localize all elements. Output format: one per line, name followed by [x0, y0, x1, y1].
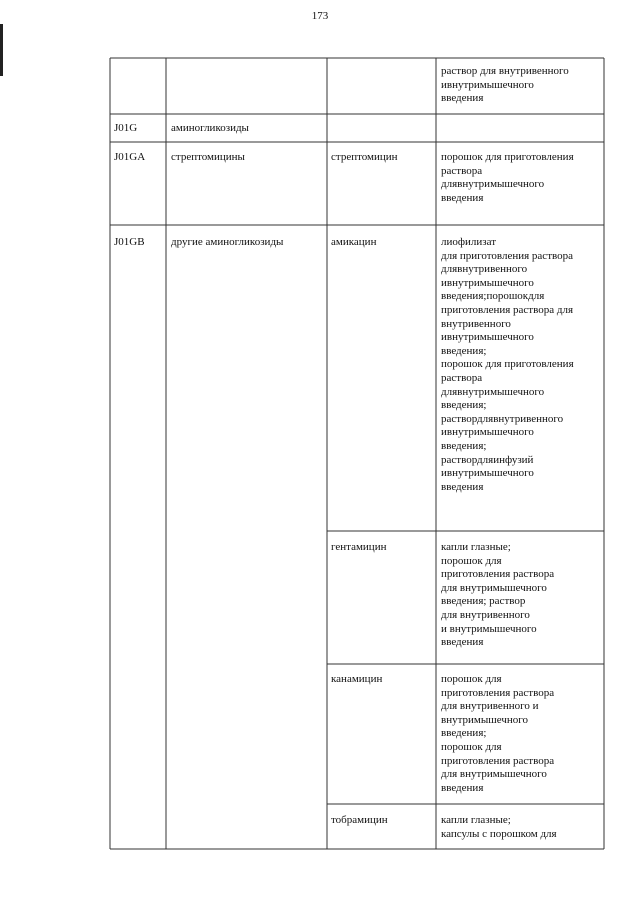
form-word: внутривенного [457, 263, 528, 276]
dosage-form-line: капли глазные; [441, 814, 511, 826]
dosage-form-line: порошок для [441, 740, 502, 753]
dosage-form-line: внутривенного [441, 317, 511, 330]
dosage-forms [441, 151, 599, 205]
dosage-form-line: для внутривенного и [441, 700, 539, 713]
dosage-form-line: приготовления раствора [441, 754, 555, 767]
dosage-form-line: лиофилизат [441, 236, 497, 248]
dosage-form-line: для внутримышечного [441, 768, 547, 781]
dosage-form-line: введения; [441, 344, 487, 357]
dosage-form-line: введения [441, 781, 484, 794]
dosage-forms [441, 541, 599, 650]
dosage-form-line: порошок для приготовления [441, 151, 574, 163]
dosage-form-line: введения; [441, 399, 487, 412]
form-word: инфузий [493, 453, 534, 466]
form-word: для [477, 453, 494, 466]
form-word: введения; [441, 290, 487, 303]
form-word: внутримышечного [446, 426, 534, 439]
form-word: внутримышечного [457, 178, 545, 191]
scan-edge-mark [0, 24, 3, 76]
dosage-form-line: приготовления раствора [441, 568, 555, 581]
dosage-form-line: порошок для [441, 673, 502, 685]
dosage-form-line [441, 454, 599, 468]
dosage-form-line: для внутримышечного [441, 581, 547, 594]
atc-code: J01GB [114, 236, 145, 248]
form-word: и [441, 467, 447, 480]
drug-name: канамицин [331, 673, 383, 685]
dosage-form-line: приготовления раствора [441, 686, 555, 699]
dosage-form-line [441, 426, 599, 440]
drug-name: амикацин [331, 236, 377, 248]
form-word: раствор [441, 412, 478, 425]
dosage-form-line: внутримышечного [441, 713, 528, 726]
form-word: внутримышечного [446, 331, 534, 344]
dosage-forms [441, 673, 599, 795]
dosage-form-line: введения; раствор [441, 595, 526, 608]
atc-group: другие аминогликозиды [171, 236, 284, 248]
atc-code: J01GA [114, 151, 146, 163]
atc-code: J01G [114, 122, 138, 134]
form-word: для [528, 290, 545, 303]
dosage-form-line: капли глазные; [441, 541, 511, 553]
dosage-form-line: введения [441, 191, 484, 204]
form-word: внутривенного [493, 412, 564, 425]
dosage-form-line: для приготовления раствора [441, 249, 573, 262]
drug-name: стрептомицин [331, 151, 398, 163]
dosage-form-line: приготовления раствора для [441, 303, 573, 316]
form-word: и [441, 276, 447, 289]
form-word: для [441, 263, 458, 276]
dosage-form-line [441, 277, 599, 291]
drug-name: тобрамицин [331, 814, 388, 826]
dosage-form-line: для внутривенного [441, 608, 530, 621]
dosage-form-line [441, 386, 599, 400]
form-word: для [441, 385, 458, 398]
dosage-form-line [441, 290, 599, 304]
drug-name: гентамицин [331, 541, 387, 553]
dosage-form-line: и внутримышечного [441, 622, 537, 635]
form-word: внутримышечного [446, 467, 534, 480]
dosage-form-line: раствор для внутривенного [441, 65, 569, 77]
form-word: внутримышечного [457, 385, 545, 398]
dosage-form-line: введения; [441, 727, 487, 740]
dosage-form-line: введения [441, 92, 484, 105]
dosage-form-line: введения [441, 636, 484, 649]
form-word: раствор [441, 453, 478, 466]
form-word: и [441, 426, 447, 439]
dosage-form-line [441, 263, 599, 277]
dosage-form-line: раствора [441, 371, 483, 384]
atc-group: стрептомицины [171, 151, 245, 163]
form-word: порошок [486, 290, 529, 303]
table-row [441, 65, 599, 106]
dosage-form-line [441, 331, 599, 345]
dosage-forms [441, 236, 599, 494]
form-word: и [441, 78, 447, 91]
dosage-form-line [441, 178, 599, 192]
atc-group: аминогликозиды [171, 122, 249, 134]
form-word: внутримышечного [446, 78, 534, 91]
form-word: для [441, 178, 458, 191]
form-word: внутримышечного [446, 276, 534, 289]
dosage-form-line: введения [441, 480, 484, 493]
dosage-form-line: раствора [441, 164, 483, 177]
dosage-form-line: порошок для приготовления [441, 358, 574, 371]
form-word: для [477, 412, 494, 425]
dosage-form-line: введения; [441, 439, 487, 452]
dosage-form-line [441, 467, 599, 481]
form-word: и [441, 331, 447, 344]
dosage-form-line [441, 413, 599, 427]
page-number: 173 [311, 10, 329, 22]
dosage-form-line: порошок для [441, 554, 502, 567]
dosage-form-line [441, 79, 599, 93]
dosage-forms [441, 814, 599, 841]
dosage-form-line: капсулы с порошком для [441, 827, 557, 840]
